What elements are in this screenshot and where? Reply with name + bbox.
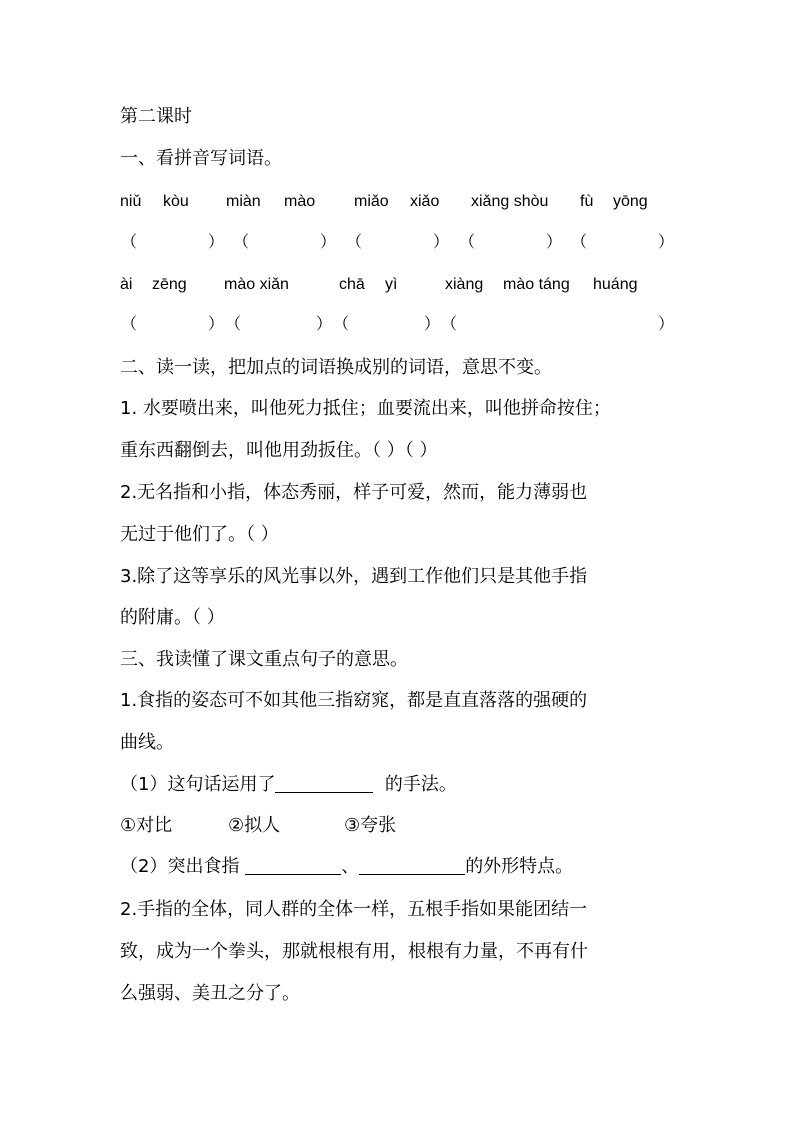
pinyin-item: kòu xyxy=(163,193,189,210)
answer-paren-open: （ xyxy=(346,232,363,251)
option-contrast: ①对比 xyxy=(120,815,173,836)
pinyin-item: mào xyxy=(284,193,316,210)
answer-paren-close: ） xyxy=(320,232,337,251)
option-personification: ②拟人 xyxy=(228,815,281,836)
sub-question-2-prefix: （2）突出食指 xyxy=(120,856,240,877)
pinyin-item: xiǎo xyxy=(410,193,440,210)
section1-heading: 一、看拼音写词语。 xyxy=(120,148,282,169)
pinyin-item: niǔ xyxy=(120,193,142,210)
question-3-2-line-1: 2.手指的全体，同人群的全体一样，五根手指如果能团结一 xyxy=(120,899,588,920)
answer-paren-close: ） xyxy=(433,232,450,251)
answer-paren-open: （ xyxy=(459,232,476,251)
answer-paren-open: （ xyxy=(225,314,242,333)
answer-paren-open: （ xyxy=(333,314,350,333)
pinyin-item: miàn xyxy=(226,193,261,210)
question-2-2-line-1: 2.无名指和小指，体态秀丽，样子可爱，然而，能力薄弱也 xyxy=(120,482,588,503)
question-3-1-line-2: 曲线。 xyxy=(120,732,174,753)
pinyin-item: huáng xyxy=(593,276,638,293)
fill-blank[interactable] xyxy=(275,774,373,793)
separator: 、 xyxy=(341,856,360,877)
question-2-1-line-2: 重东西翻倒去，叫他用劲扳住。（ ）（ ） xyxy=(120,440,438,461)
answer-paren-open: （ xyxy=(233,232,250,251)
answer-paren-close: ） xyxy=(208,314,225,333)
pinyin-item: mào xiǎn xyxy=(224,276,289,293)
section2-heading: 二、读一读，把加点的词语换成别的词语，意思不变。 xyxy=(120,357,552,378)
pinyin-item: xiǎng shòu xyxy=(471,193,549,210)
pinyin-item: ài xyxy=(120,276,133,293)
question-2-3-line-1: 3.除了这等享乐的风光事以外，遇到工作他们只是其他手指 xyxy=(120,566,588,587)
pinyin-item: chā xyxy=(339,276,365,293)
question-3-2-line-3: 么强弱、美丑之分了。 xyxy=(120,983,300,1004)
answer-paren-open: （ xyxy=(441,314,458,333)
answer-paren-close: ） xyxy=(316,314,333,333)
pinyin-item: zēng xyxy=(152,276,187,293)
lesson-title: 第二课时 xyxy=(120,106,192,127)
question-3-1-line-1: 1.食指的姿态可不如其他三指窈窕，都是直直落落的强硬的 xyxy=(120,690,588,711)
answer-paren-open: （ xyxy=(571,232,588,251)
fill-blank[interactable] xyxy=(245,856,341,875)
pinyin-item: yōng xyxy=(613,193,648,210)
sub-question-1-suffix: 的手法。 xyxy=(384,774,457,795)
pinyin-item: mào táng xyxy=(503,276,570,293)
answer-paren-close: ） xyxy=(424,314,441,333)
answer-paren-open: （ xyxy=(121,232,138,251)
question-2-2-line-2: 无过于他们了。（ ） xyxy=(120,524,279,545)
question-2-1-line-1: 1. 水要喷出来，叫他死力抵住；血要流出来，叫他拼命按住； xyxy=(120,398,611,419)
sub-question-1 xyxy=(120,774,457,796)
pinyin-item: fù xyxy=(580,193,594,210)
sub-question-2 xyxy=(120,856,573,878)
question-2-3-line-2: 的附庸。（ ） xyxy=(120,607,225,628)
answer-paren-close: ） xyxy=(208,232,225,251)
option-exaggeration: ③夸张 xyxy=(344,815,397,836)
pinyin-item: xiàng xyxy=(445,276,484,293)
sub-question-1-prefix: （1）这句话运用了 xyxy=(120,774,276,795)
pinyin-item: miǎo xyxy=(354,193,389,210)
answer-paren-open: （ xyxy=(121,314,138,333)
answer-paren-close: ） xyxy=(658,314,675,333)
pinyin-item: yì xyxy=(385,276,398,293)
sub-question-2-suffix: 的外形特点。 xyxy=(465,856,574,877)
section3-heading: 三、我读懂了课文重点句子的意思。 xyxy=(120,649,408,670)
fill-blank[interactable] xyxy=(359,856,465,875)
answer-paren-close: ） xyxy=(546,232,563,251)
question-3-2-line-2: 致，成为一个拳头，那就根根有用，根根有力量，不再有什 xyxy=(120,941,588,962)
answer-paren-close: ） xyxy=(658,232,675,251)
